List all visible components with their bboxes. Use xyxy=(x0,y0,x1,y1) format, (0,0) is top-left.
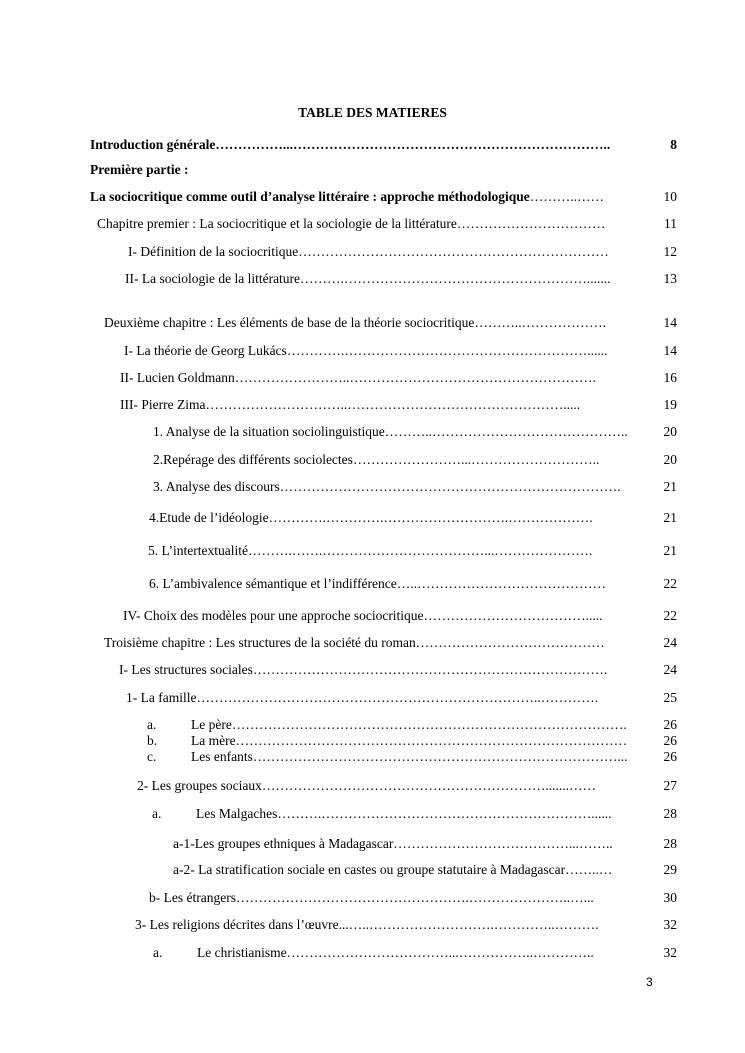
toc-entry-page: 32 xyxy=(663,945,677,960)
toc-entry-page: 24 xyxy=(663,662,677,677)
toc-entry-leader: ………….………….……………………….………………. xyxy=(268,510,593,525)
toc-entry-page: 21 xyxy=(663,543,677,558)
toc-entry-text: II- La sociologie de la littérature xyxy=(125,271,301,286)
toc-entry-chapter-3 xyxy=(104,634,677,652)
toc-entry-text: Deuxième chapitre : Les éléments de base de la théorie sociocritique xyxy=(104,315,475,330)
toc-entry-text: 1. Analyse de la situation sociolinguistique xyxy=(153,424,385,439)
toc-entry-leader: ...…..……………………….…………..………. xyxy=(338,917,599,932)
list-marker: c. xyxy=(147,749,157,764)
toc-entry-page: 8 xyxy=(670,137,677,152)
toc-entry-text: I- Les structures sociales xyxy=(119,662,253,677)
toc-entry-leader: …………………………………………………………………………… xyxy=(235,733,628,748)
toc-entry xyxy=(120,396,677,414)
toc-entry-leader: …………………………..…………………………………………..... xyxy=(205,397,581,412)
toc-entry-leader: ……..… xyxy=(565,862,613,877)
toc-entry-page: 20 xyxy=(663,424,677,439)
toc-entry-page: 26 xyxy=(663,749,677,764)
toc-entry-text: IV- Choix des modèles pour une approche sociocritique xyxy=(123,608,424,623)
toc-entry-text: Les enfants xyxy=(191,749,253,764)
toc-entry-leader: …..…………………………………… xyxy=(396,576,607,591)
toc-entry xyxy=(147,733,677,749)
toc-entry-leader: …………………………………………………………………..…………. xyxy=(196,690,599,705)
toc-entry-page: 22 xyxy=(663,608,677,623)
toc-entry xyxy=(120,369,677,387)
toc-entry-leader: …………………………… xyxy=(456,216,606,231)
toc-entry-page: 16 xyxy=(663,370,677,385)
toc-entry-text: La mère xyxy=(191,733,236,748)
toc-entry-page: 27 xyxy=(663,778,677,793)
toc-entry-page: 26 xyxy=(663,717,677,732)
page-number: 3 xyxy=(646,975,653,989)
toc-entry-leader: ……………………...……………………….. xyxy=(352,452,600,467)
toc-entry-leader: ………………………………...……………..………….. xyxy=(286,945,594,960)
toc-entry-leader: ………..………………. xyxy=(474,315,606,330)
list-marker: b. xyxy=(147,733,158,748)
toc-entry-leader: ……….…….………………………………...…………………. xyxy=(247,543,593,558)
toc-entry-page: 21 xyxy=(663,510,677,525)
list-marker: a. xyxy=(152,806,162,821)
toc-entry-text: La sociocritique comme outil d’analyse littéraire : approche méthodologique xyxy=(90,189,530,204)
toc-entry-text: b- Les étrangers xyxy=(149,890,236,905)
toc-entry-text: Le père xyxy=(191,717,232,732)
toc-entry-leader: …………………………………………….…………………..…... xyxy=(235,890,594,905)
toc-entry-leader: ………………………………………………………………………... xyxy=(252,749,628,764)
toc-entry-text: a-1-Les groupes ethniques à Madagascar xyxy=(173,836,394,851)
list-marker: a. xyxy=(153,945,163,960)
toc-entry-leader: …………………………………………………………………. xyxy=(279,479,621,494)
part-heading: Première partie : xyxy=(90,162,189,177)
toc-entry xyxy=(173,861,677,879)
toc-entry-text: a-2- La stratification sociale en castes ou groupe statutaire à Madagascar xyxy=(173,862,566,877)
toc-entry-text: Introduction générale xyxy=(90,137,216,152)
toc-entry xyxy=(153,478,677,496)
toc-entry-text: Le christianisme xyxy=(197,945,287,960)
toc-entry xyxy=(152,805,677,823)
toc-entry-text: 6. L’ambivalence sémantique et l’indifférence xyxy=(149,576,397,591)
toc-entry-chapter-1 xyxy=(97,215,677,233)
toc-entry-leader: ……….……………………………………………………...... xyxy=(277,806,612,821)
toc-entry-page: 21 xyxy=(663,479,677,494)
toc-entry-part-title xyxy=(90,188,677,206)
toc-entry-text: Chapitre premier : La sociocritique et la sociologie de la littérature xyxy=(97,216,457,231)
toc-entry-leader: …………………………………...…….. xyxy=(393,836,613,851)
toc-entry xyxy=(149,889,677,907)
toc-entry xyxy=(123,607,677,625)
toc-entry-page: 28 xyxy=(663,806,677,821)
toc-entry-page: 12 xyxy=(663,244,677,259)
toc-entry-page: 19 xyxy=(663,397,677,412)
toc-entry-leader: ……………………………………………………….......…… xyxy=(261,778,596,793)
toc-entry-page: 22 xyxy=(663,576,677,591)
toc-entry-page: 14 xyxy=(663,315,677,330)
toc-entry-page: 28 xyxy=(663,836,677,851)
toc-entry xyxy=(147,717,677,733)
toc-entry-page: 30 xyxy=(663,890,677,905)
toc-entry xyxy=(149,509,677,527)
toc-entry xyxy=(153,451,677,469)
toc-entry-leader: ………..…………………………………….. xyxy=(384,424,628,439)
toc-entry-page: 20 xyxy=(663,452,677,467)
toc-entry xyxy=(126,689,677,707)
toc-entry xyxy=(153,423,677,441)
toc-entry-leader: ……………………………………………………………………………. xyxy=(231,717,627,732)
toc-entry xyxy=(124,342,677,360)
toc-entry-page: 29 xyxy=(663,862,677,877)
toc-entry-text: II- Lucien Goldmann xyxy=(120,370,235,385)
toc-entry-page: 14 xyxy=(663,343,677,358)
toc-entry xyxy=(147,749,677,765)
toc-entry-text: 1- La famille xyxy=(126,690,197,705)
toc-entry-text: III- Pierre Zima xyxy=(120,397,206,412)
toc-entry-text: I- Définition de la sociocritique xyxy=(128,244,299,259)
toc-entry xyxy=(128,243,677,261)
toc-entry-page: 32 xyxy=(663,917,677,932)
toc-entry-text: I- La théorie de Georg Lukács xyxy=(124,343,287,358)
toc-entry-page: 11 xyxy=(664,216,677,231)
toc-entry-leader: ………….………………………………………………...... xyxy=(286,343,608,358)
toc-entry-page: 13 xyxy=(663,271,677,286)
toc-entry-page: 26 xyxy=(663,733,677,748)
toc-entry-text: 2.Repérage des différents sociolectes xyxy=(153,452,353,467)
toc-entry xyxy=(153,944,677,962)
toc-title: TABLE DES MATIERES xyxy=(298,105,447,120)
toc-entry xyxy=(119,661,677,679)
toc-entry-leader: ……………...…………………………………………………………….. xyxy=(215,137,611,152)
toc-entry xyxy=(135,916,677,934)
toc-entry-text: 3- Les religions décrites dans l’œuvre xyxy=(135,917,339,932)
toc-entry-page: 25 xyxy=(663,690,677,705)
toc-entry-text: 5. L’intertextualité xyxy=(148,543,248,558)
toc-entry-text: 3. Analyse des discours xyxy=(153,479,280,494)
toc-entry xyxy=(173,835,677,853)
toc-entry-leader: …………………………………………………………… xyxy=(298,244,609,259)
toc-entry-leader: ……………………………………………………………………. xyxy=(252,662,608,677)
toc-entry-text: 4.Etude de l’idéologie xyxy=(149,510,269,525)
toc-entry-page: 24 xyxy=(663,635,677,650)
toc-entry-leader: ………………………………..... xyxy=(423,608,603,623)
toc-entry-leader: ………..…… xyxy=(529,189,604,204)
toc-entry-page: 10 xyxy=(663,189,677,204)
toc-entry xyxy=(148,542,677,560)
toc-entry xyxy=(149,575,677,593)
toc-entry-leader: ……………………..………………………………………………. xyxy=(234,370,596,385)
toc-entry-text: Troisième chapitre : Les structures de la société du roman xyxy=(104,635,416,650)
toc-entry-chapter-2 xyxy=(104,314,677,332)
list-marker: a. xyxy=(147,717,157,732)
toc-entry xyxy=(125,270,677,288)
toc-entry-text: Les Malgaches xyxy=(196,806,278,821)
toc-entry-introduction xyxy=(90,136,677,154)
toc-entry-text: 2- Les groupes sociaux xyxy=(137,778,262,793)
toc-entry xyxy=(137,777,677,795)
toc-entry-leader: ……….………………………………………………....... xyxy=(300,271,611,286)
toc-entry-leader: …………………………………… xyxy=(415,635,605,650)
